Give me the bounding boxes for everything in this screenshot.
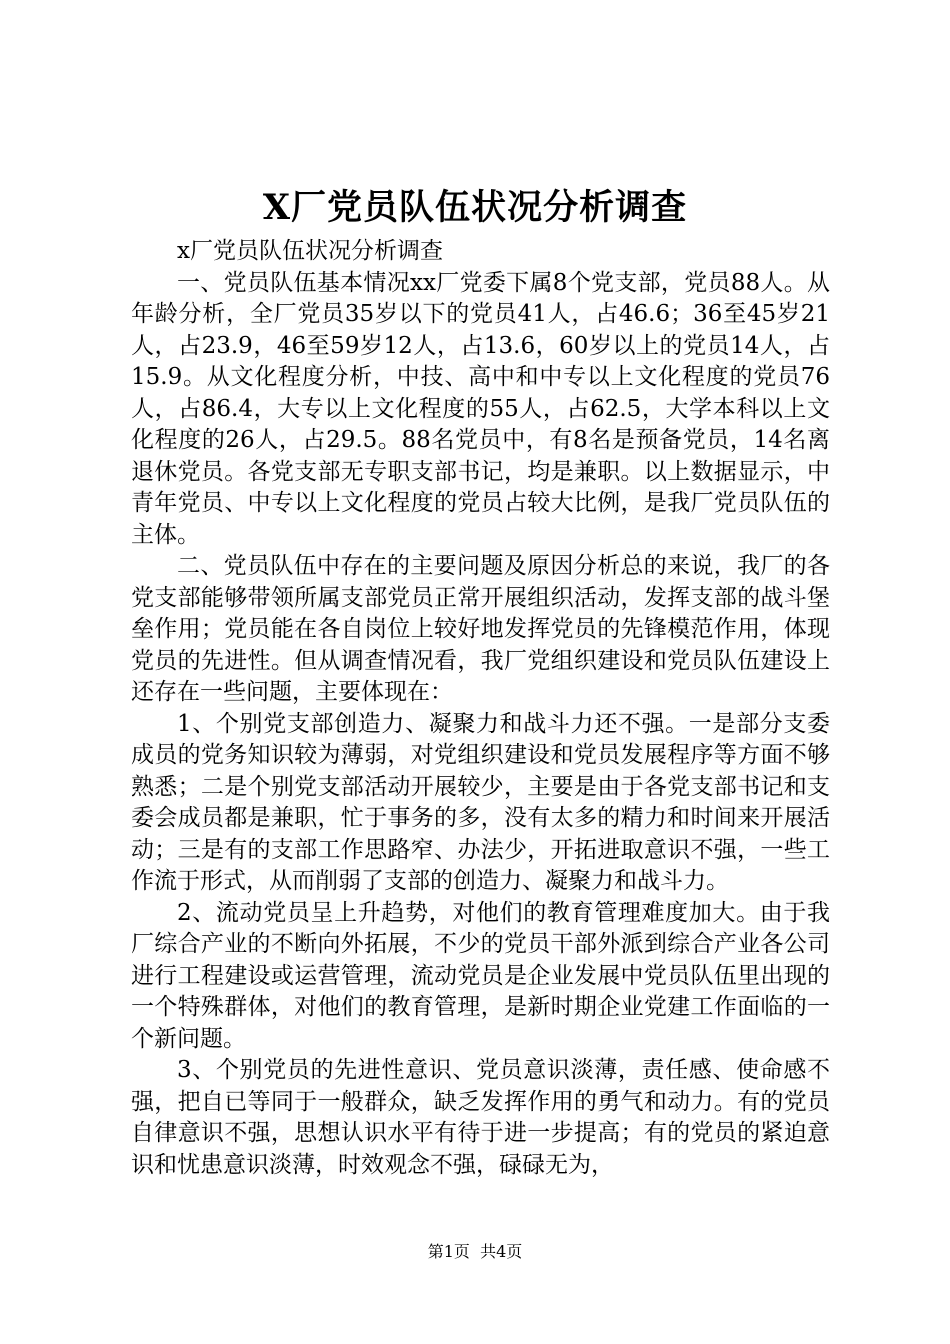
paragraph-subtitle: x厂党员队伍状况分析调查	[177, 238, 443, 264]
document-title: X厂党员队伍状况分析调查	[262, 187, 688, 228]
page-footer	[0, 1240, 950, 1264]
paragraph-problems-analysis: 二、党员队伍中存在的主要问题及原因分析总的来说，我厂的各党支部能够带领所属支部党员正常开展组织活动，发挥支部的战斗堡垒作用；党员能在各自岗位上较好地发挥党员的先锋模范作用，体现党员的先进性。但从调查情况看，我厂党组织建设和党员队伍建设上还存在一些问题，主要体现在：	[131, 553, 830, 705]
paragraph-basic-situation: 一、党员队伍基本情况xx厂党委下属8个党支部，党员88人。从年龄分析，全厂党员35岁以下的党员41人，占46.6；36至45岁21人，占23.9，46至59岁12人，占13.6，60岁以上的党员14人，占15.9。从文化程度分析，中技、高中和中专以上文化程度的党员76人，占86.4，大专以上文化程度的55人，占62.5，大学本科以上文化程度的26人，占29.5。88名党员中，有8名是预备党员，14名离退休党员。各党支部无专职支部书记，均是兼职。以上数据显示，中青年党员、中专以上文化程度的党员占较大比例，是我厂党员队伍的主体。	[131, 269, 830, 548]
page-number: 第1页 共4页	[427, 1242, 523, 1261]
paragraph-point-3: 3、个别党员的先进性意识、党员意识淡薄，责任感、使命感不强，把自已等同于一般群众，缺乏发挥作用的勇气和动力。有的党员自律意识不强，思想认识水平有待于进一步提高；有的党员的紧迫意识和忧患意识淡薄，时效观念不强，碌碌无为，	[131, 1057, 830, 1178]
document-body	[131, 236, 830, 1181]
paragraph-point-1: 1、个别党支部创造力、凝聚力和战斗力还不强。一是部分支委成员的党务知识较为薄弱，对党组织建设和党员发展程序等方面不够熟悉；二是个别党支部活动开展较少，主要是由于各党支部书记和支委会成员都是兼职，忙于事务的多，没有太多的精力和时间来开展活动；三是有的支部工作思路窄、办法少，开拓进取意识不强，一些工作流于形式，从而削弱了支部的创造力、凝聚力和战斗力。	[131, 710, 830, 894]
paragraph-point-2: 2、流动党员呈上升趋势，对他们的教育管理难度加大。由于我厂综合产业的不断向外拓展，不少的党员干部外派到综合产业各公司进行工程建设或运营管理，流动党员是企业发展中党员队伍里出现的一个特殊群体，对他们的教育管理，是新时期企业党建工作面临的一个新问题。	[131, 899, 830, 1052]
